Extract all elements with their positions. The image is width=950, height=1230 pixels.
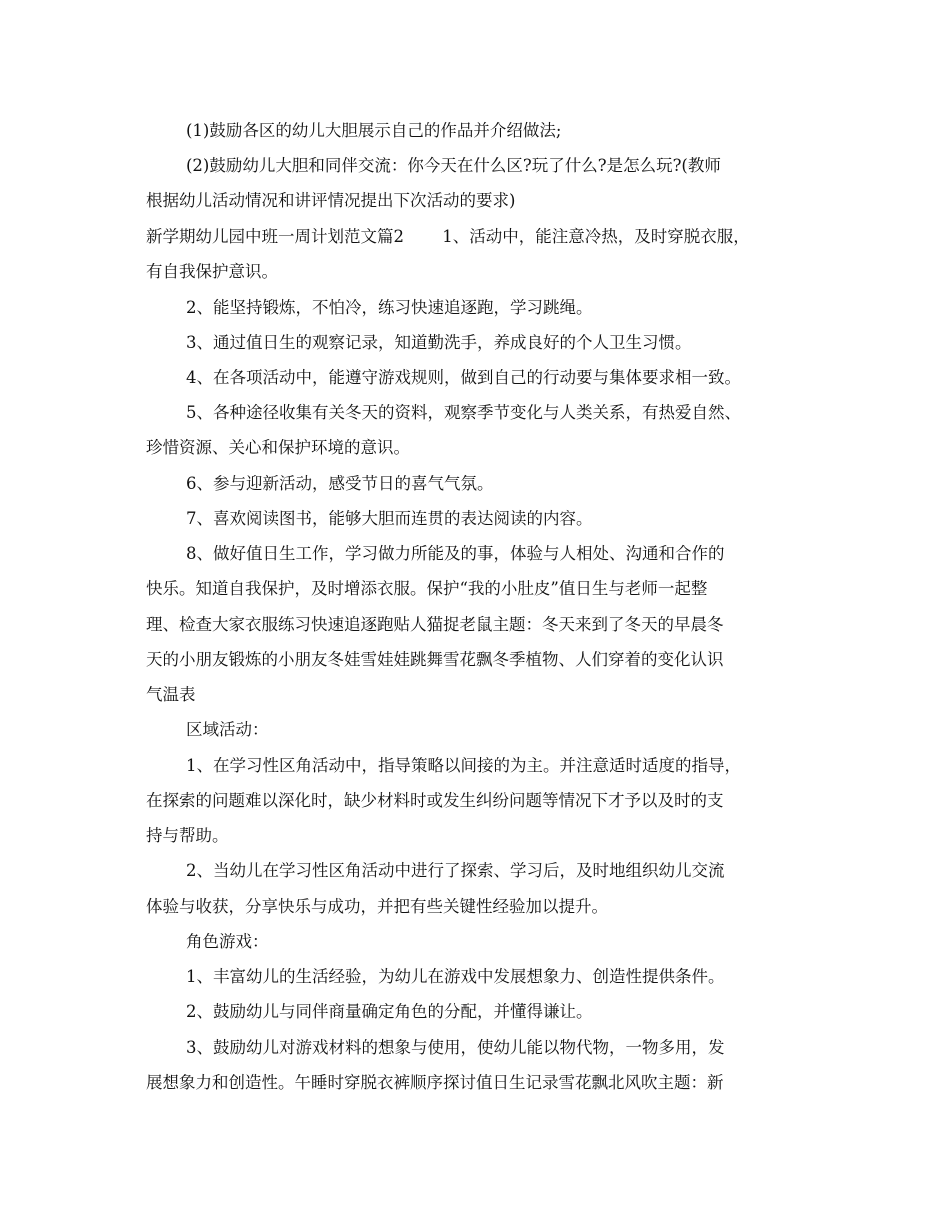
section-heading: 区域活动： <box>186 720 269 739</box>
text-line: 5、各种途径收集有关冬天的资料，观察季节变化与人类关系，有热爱自然、 <box>186 403 741 422</box>
section-heading: 角色游戏： <box>186 932 269 951</box>
text-line: 3、通过值日生的观察记录，知道勤洗手，养成良好的个人卫生习惯。 <box>186 333 692 352</box>
text-line: 体验与收获，分享快乐与成功，并把有些关键性经验加以提升。 <box>146 897 608 916</box>
text-line: 有自我保护意识。 <box>146 262 278 281</box>
text-line: 珍惜资源、关心和保护环境的意识。 <box>146 438 410 457</box>
text-line: 6、参与迎新活动，感受节日的喜气气氛。 <box>186 474 494 493</box>
text-line: 根据幼儿活动情况和讲评情况提出下次活动的要求) <box>146 191 516 210</box>
text-line: 1、在学习性区角活动中，指导策略以间接的为主。并注意适时适度的指导， <box>186 756 741 775</box>
text-line: 天的小朋友锻炼的小朋友冬娃雪娃娃跳舞雪花飘冬季植物、人们穿着的变化认识 <box>146 650 724 669</box>
text-line: 展想象力和创造性。午睡时穿脱衣裤顺序探讨值日生记录雪花飘北风吹主题：新 <box>146 1073 724 1092</box>
text-line: 2、能坚持锻炼，不怕冷，练习快速追逐跑，学习跳绳。 <box>186 298 593 317</box>
text-line: (2)鼓励幼儿大胆和同伴交流：你今天在什么区?玩了什么?是怎么玩?(教师 <box>186 156 721 175</box>
text-line: 7、喜欢阅读图书，能够大胆而连贯的表达阅读的内容。 <box>186 509 593 528</box>
text-line: (1)鼓励各区的幼儿大胆展示自己的作品并介绍做法; <box>186 121 562 140</box>
text-line: 2、当幼儿在学习性区角活动中进行了探索、学习后，及时地组织幼儿交流 <box>186 861 725 880</box>
text-line: 在探索的问题难以深化时，缺少材料时或发生纠纷问题等情况下才予以及时的支 <box>146 791 724 810</box>
text-line: 2、鼓励幼儿与同伴商量确定角色的分配，并懂得谦让。 <box>186 1002 593 1021</box>
text-line: 3、鼓励幼儿对游戏材料的想象与使用，使幼儿能以物代物，一物多用，发 <box>186 1038 725 1057</box>
text-line: 4、在各项活动中，能遵守游戏规则，做到自己的行动要与集体要求相一致。 <box>186 368 741 387</box>
text-line: 1、丰富幼儿的生活经验，为幼儿在游戏中发展想象力、创造性提供条件。 <box>186 967 725 986</box>
text-line: 气温表 <box>146 685 196 704</box>
text-line: 快乐。知道自我保护，及时增添衣服。保护“我的小肚皮”值日生与老师一起整 <box>146 579 708 598</box>
text-line: 新学期幼儿园中班一周计划范文篇2 1、活动中，能注意冷热，及时穿脱衣服， <box>146 227 750 246</box>
text-line: 8、做好值日生工作，学习做力所能及的事，体验与人相处、沟通和合作的 <box>186 544 725 563</box>
text-line: 理、检查大家衣服练习快速追逐跑贴人猫捉老鼠主题：冬天来到了冬天的早晨冬 <box>146 615 724 634</box>
text-line: 持与帮助。 <box>146 826 229 845</box>
